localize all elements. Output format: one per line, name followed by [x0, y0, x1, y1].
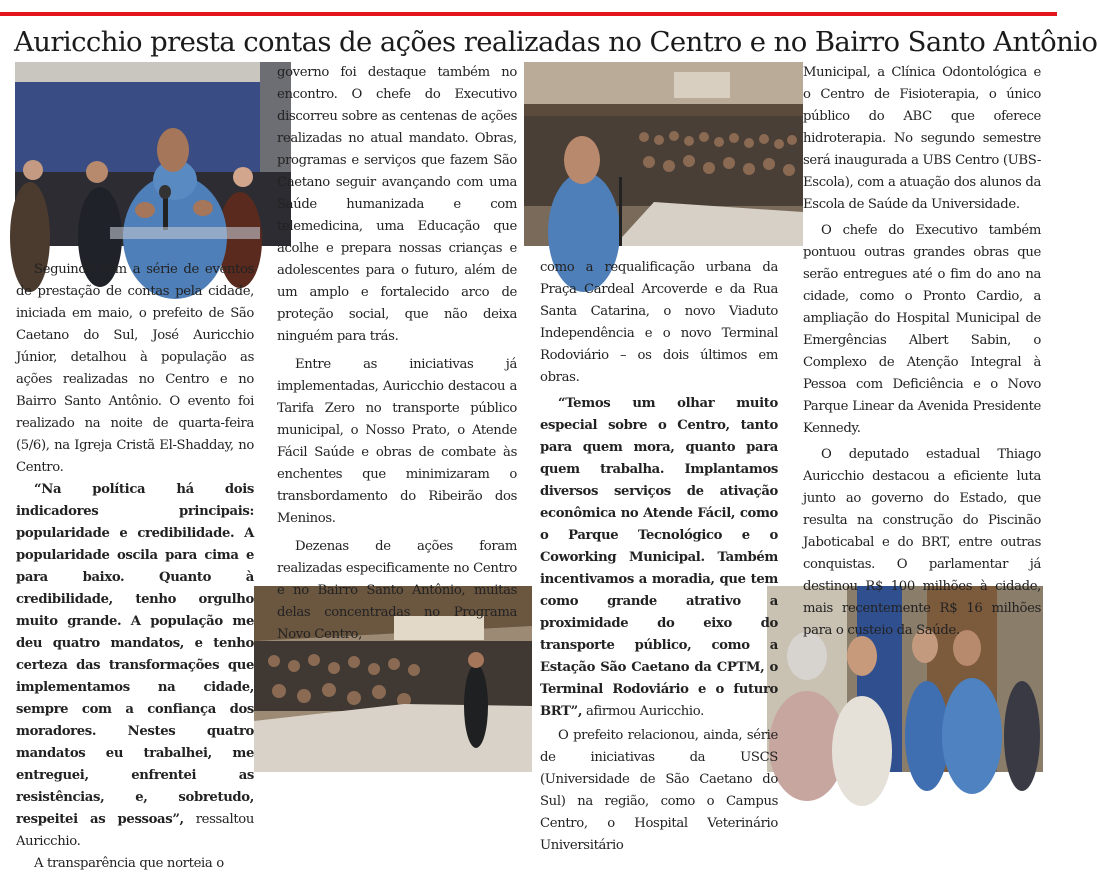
article-headline: Auricchio presta contas de ações realizadas no Centro e no Bairro Santo Antônio [14, 26, 1097, 58]
col1-paragraph-1: Seguindo com a série de eventos de prestação de contas pela cidade, iniciada em maio, o prefeito de São Caetano do Sul, José Auricchio Júnior, detalhou à população as ações realizadas no Centro e no Bairro Santo Antônio. O evento foi realizado na noite de quarta-feira (5/6), na Igreja Cristã El-Shadday, no Centro. [16, 262, 254, 475]
col1-quote: “Na política há dois indicadores principais: popularidade e credibilidade. A popularidade oscila para cima e para baixo. Quanto à credibilidade, tenho orgulho muito grande. A população me deu quatro mandatos, e tenho certeza das transformações que implementamos na cidade, sempre com a confiança dos moradores. Nestes quatro mandatos eu trabalhei, me entreguei, enfrentei as resistências, e, sobretudo, respeitei as pessoas”, [16, 482, 254, 827]
col2-paragraph-1: governo foi destaque também no encontro. O chefe do Executivo discorreu sobre as centenas de ações realizadas no atual mandato. Obras, programas e serviços que fazem São Caetano seguir avançando com uma Saúde humanizada e com telemedicina, uma Educação que acolhe e prepara nossas crianças e adolescentes para o futuro, além de um amplo e fortalecido arco de proteção social, que não deixa ninguém para trás. [277, 65, 517, 344]
col1-paragraph-2 [16, 479, 254, 853]
col3-quote-attribution: afirmou Auricchio. [582, 704, 704, 719]
col3-quote: “Temos um olhar muito especial sobre o Centro, tanto para quem mora, quanto para quem trabalha. Implantamos diversos serviços de ativação econômica no Atende Fácil, como o Parque Tecnológico e o Coworking Municipal. Também incentivamos a moradia, que tem como grande atrativo a proximidade do eixo do transporte público, como a Estação São Caetano da CPTM, o Terminal Rodoviário e o futuro BRT”, [540, 396, 778, 719]
article-column-3 [540, 257, 778, 857]
article-column-1 [16, 259, 254, 875]
col1-quote-attribution: ressaltou Auricchio. [16, 812, 254, 849]
article-column-4 [803, 62, 1041, 642]
photo-speaker-microphone [15, 62, 291, 246]
col1-paragraph-3: A transparência que norteia o [34, 856, 224, 871]
col4-paragraph-3: O deputado estadual Thiago Auricchio destacou a eficiente luta junto ao governo do Estado, que resulta na construção do Piscinão Jaboticabal e do BRT, entre outras conquistas. O parlamentar já destinou R$ 100 milhões à cidade, mais recentemente R$ 16 milhões para o custeio da Saúde. [803, 447, 1041, 638]
col2-paragraph-2: Entre as iniciativas já implementadas, Auricchio destacou a Tarifa Zero no transporte público municipal, o Nosso Prato, o Atende Fácil Saúde e obras de combate às enchentes que minimizaram o transbordamento do Ribeirão dos Meninos. [277, 357, 517, 526]
col4-paragraph-2: O chefe do Executivo também pontuou outras grandes obras que serão entregues até o fim do ano na cidade, como o Pronto Cardio, a ampliação do Hospital Municipal de Emergências Albert Sabin, o Complexo de Atenção Integral à Pessoa com Deficiência e o Novo Parque Linear da Avenida Presidente Kennedy. [803, 223, 1041, 436]
col3-paragraph-1: como a requalificação urbana da Praça Cardeal Arcoverde e da Rua Santa Catarina, o novo Viaduto Independência e o novo Terminal Rodoviário – os dois últimos em obras. [540, 260, 778, 385]
col3-paragraph-2 [540, 393, 778, 723]
col3-paragraph-3: O prefeito relacionou, ainda, série de iniciativas da USCS (Universidade de São Caetano do Sul) na região, como o Campus Centro, o Hospital Veterinário Universitário [540, 728, 778, 853]
photo-audience-hall [524, 62, 803, 246]
col2-paragraph-3: Dezenas de ações foram realizadas especificamente no Centro e no Bairro Santo Antônio, muitas delas concentradas no Programa Novo Centro, [277, 539, 517, 642]
top-accent-rule [0, 12, 1057, 16]
article-column-2 [277, 62, 517, 646]
col4-paragraph-1: Municipal, a Clínica Odontológica e o Centro de Fisioterapia, o único público do ABC que oferece hidroterapia. No segundo semestre será inaugurada a UBS Centro (UBS-Escola), com a atuação dos alunos da Escola de Saúde da Universidade. [803, 65, 1041, 212]
